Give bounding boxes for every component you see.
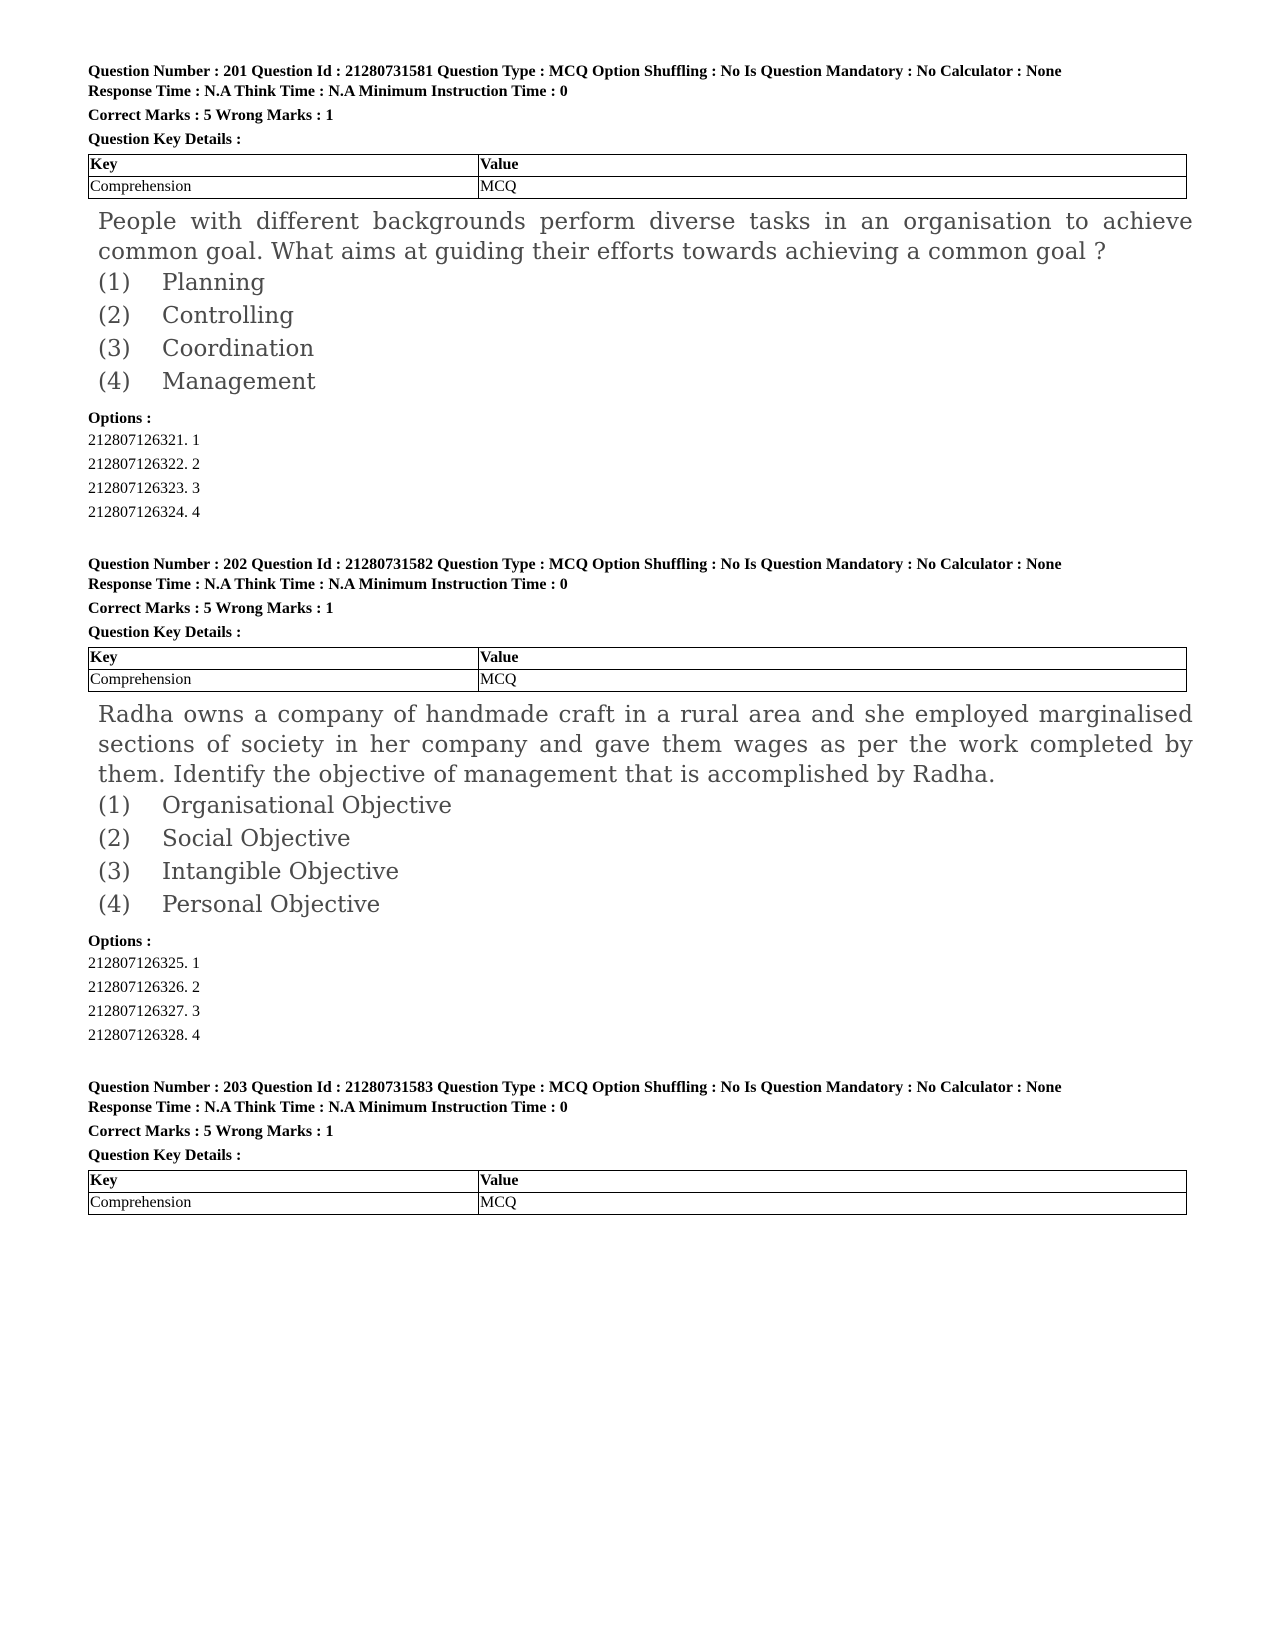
choice-text: Management bbox=[162, 369, 316, 395]
choice-text: Intangible Objective bbox=[162, 859, 400, 885]
key-details-table bbox=[88, 154, 1187, 199]
value-header: Value bbox=[479, 648, 1187, 670]
table-header-row bbox=[89, 648, 1187, 670]
choice-item bbox=[98, 790, 1188, 823]
option-row: 212807126323. 3 bbox=[88, 480, 200, 497]
choice-item bbox=[98, 889, 1188, 922]
value-header: Value bbox=[479, 155, 1187, 177]
option-row: 212807126322. 2 bbox=[88, 456, 200, 473]
choice-text: Social Objective bbox=[162, 826, 351, 852]
question-timing-line: Response Time : N.A Think Time : N.A Minimum Instruction Time : 0 bbox=[88, 576, 568, 593]
option-row: 212807126321. 1 bbox=[88, 432, 200, 449]
question-timing-line: Response Time : N.A Think Time : N.A Minimum Instruction Time : 0 bbox=[88, 83, 568, 100]
key-header: Key bbox=[89, 1171, 479, 1193]
choice-number: (2) bbox=[98, 303, 131, 329]
table-row bbox=[89, 177, 1187, 199]
key-details-title: Question Key Details : bbox=[88, 1147, 242, 1164]
question-block bbox=[88, 1078, 1188, 1215]
key-details-title: Question Key Details : bbox=[88, 131, 242, 148]
choice-number: (4) bbox=[98, 892, 131, 918]
table-header-row bbox=[89, 1171, 1187, 1193]
key-header: Key bbox=[89, 155, 479, 177]
value-cell: MCQ bbox=[479, 177, 1187, 199]
option-row: 212807126327. 3 bbox=[88, 1003, 200, 1020]
choice-item bbox=[98, 856, 1188, 889]
table-row bbox=[89, 670, 1187, 692]
key-header: Key bbox=[89, 648, 479, 670]
option-row: 212807126328. 4 bbox=[88, 1027, 200, 1044]
marks-line: Correct Marks : 5 Wrong Marks : 1 bbox=[88, 1123, 334, 1140]
choice-text: Coordination bbox=[162, 336, 315, 362]
question-image bbox=[88, 207, 1193, 399]
choice-text: Organisational Objective bbox=[162, 793, 453, 819]
choice-text: Personal Objective bbox=[162, 892, 381, 918]
choice-number: (4) bbox=[98, 369, 131, 395]
choice-text: Controlling bbox=[162, 303, 294, 329]
choice-item bbox=[98, 267, 1188, 300]
options-title: Options : bbox=[88, 933, 152, 950]
question-stem: People with different backgrounds perform diverse tasks in an organisation to achieve common goal. What aims at guiding their efforts towards achieving a common goal ? bbox=[98, 209, 1193, 265]
question-meta-line: Question Number : 203 Question Id : 21280731583 Question Type : MCQ Option Shuffling : No Is Question Mandatory : No Calculator : None bbox=[88, 1079, 1062, 1096]
marks-line: Correct Marks : 5 Wrong Marks : 1 bbox=[88, 600, 334, 617]
question-meta-line: Question Number : 202 Question Id : 21280731582 Question Type : MCQ Option Shuffling : No Is Question Mandatory : No Calculator : None bbox=[88, 556, 1062, 573]
choice-number: (1) bbox=[98, 793, 131, 819]
choice-item bbox=[98, 300, 1188, 333]
options-title: Options : bbox=[88, 410, 152, 427]
question-block bbox=[88, 555, 1193, 1048]
question-paper-page bbox=[88, 62, 1193, 1245]
key-details-table bbox=[88, 647, 1187, 692]
question-timing-line: Response Time : N.A Think Time : N.A Minimum Instruction Time : 0 bbox=[88, 1099, 568, 1116]
marks-line: Correct Marks : 5 Wrong Marks : 1 bbox=[88, 107, 334, 124]
choice-item bbox=[98, 333, 1188, 366]
choice-number: (3) bbox=[98, 336, 131, 362]
choice-item bbox=[98, 823, 1188, 856]
key-cell: Comprehension bbox=[89, 670, 479, 692]
choice-number: (1) bbox=[98, 270, 131, 296]
choice-item bbox=[98, 366, 1188, 399]
table-row bbox=[89, 1193, 1187, 1215]
key-cell: Comprehension bbox=[89, 1193, 479, 1215]
option-row: 212807126326. 2 bbox=[88, 979, 200, 996]
value-cell: MCQ bbox=[479, 1193, 1187, 1215]
question-image bbox=[88, 700, 1193, 922]
question-block bbox=[88, 62, 1193, 525]
option-row: 212807126324. 4 bbox=[88, 504, 200, 521]
choice-number: (2) bbox=[98, 826, 131, 852]
value-cell: MCQ bbox=[479, 670, 1187, 692]
key-cell: Comprehension bbox=[89, 177, 479, 199]
key-details-table bbox=[88, 1170, 1187, 1215]
value-header: Value bbox=[479, 1171, 1187, 1193]
table-header-row bbox=[89, 155, 1187, 177]
key-details-title: Question Key Details : bbox=[88, 624, 242, 641]
choice-text: Planning bbox=[162, 270, 266, 296]
option-row: 212807126325. 1 bbox=[88, 955, 200, 972]
question-stem: Radha owns a company of handmade craft in a rural area and she employed marginalised sections of society in her company and gave them wages as per the work completed by them. Identify the objective of management that is accomplished by Radha. bbox=[98, 702, 1193, 788]
choice-number: (3) bbox=[98, 859, 131, 885]
question-meta-line: Question Number : 201 Question Id : 21280731581 Question Type : MCQ Option Shuffling : No Is Question Mandatory : No Calculator : None bbox=[88, 63, 1062, 80]
